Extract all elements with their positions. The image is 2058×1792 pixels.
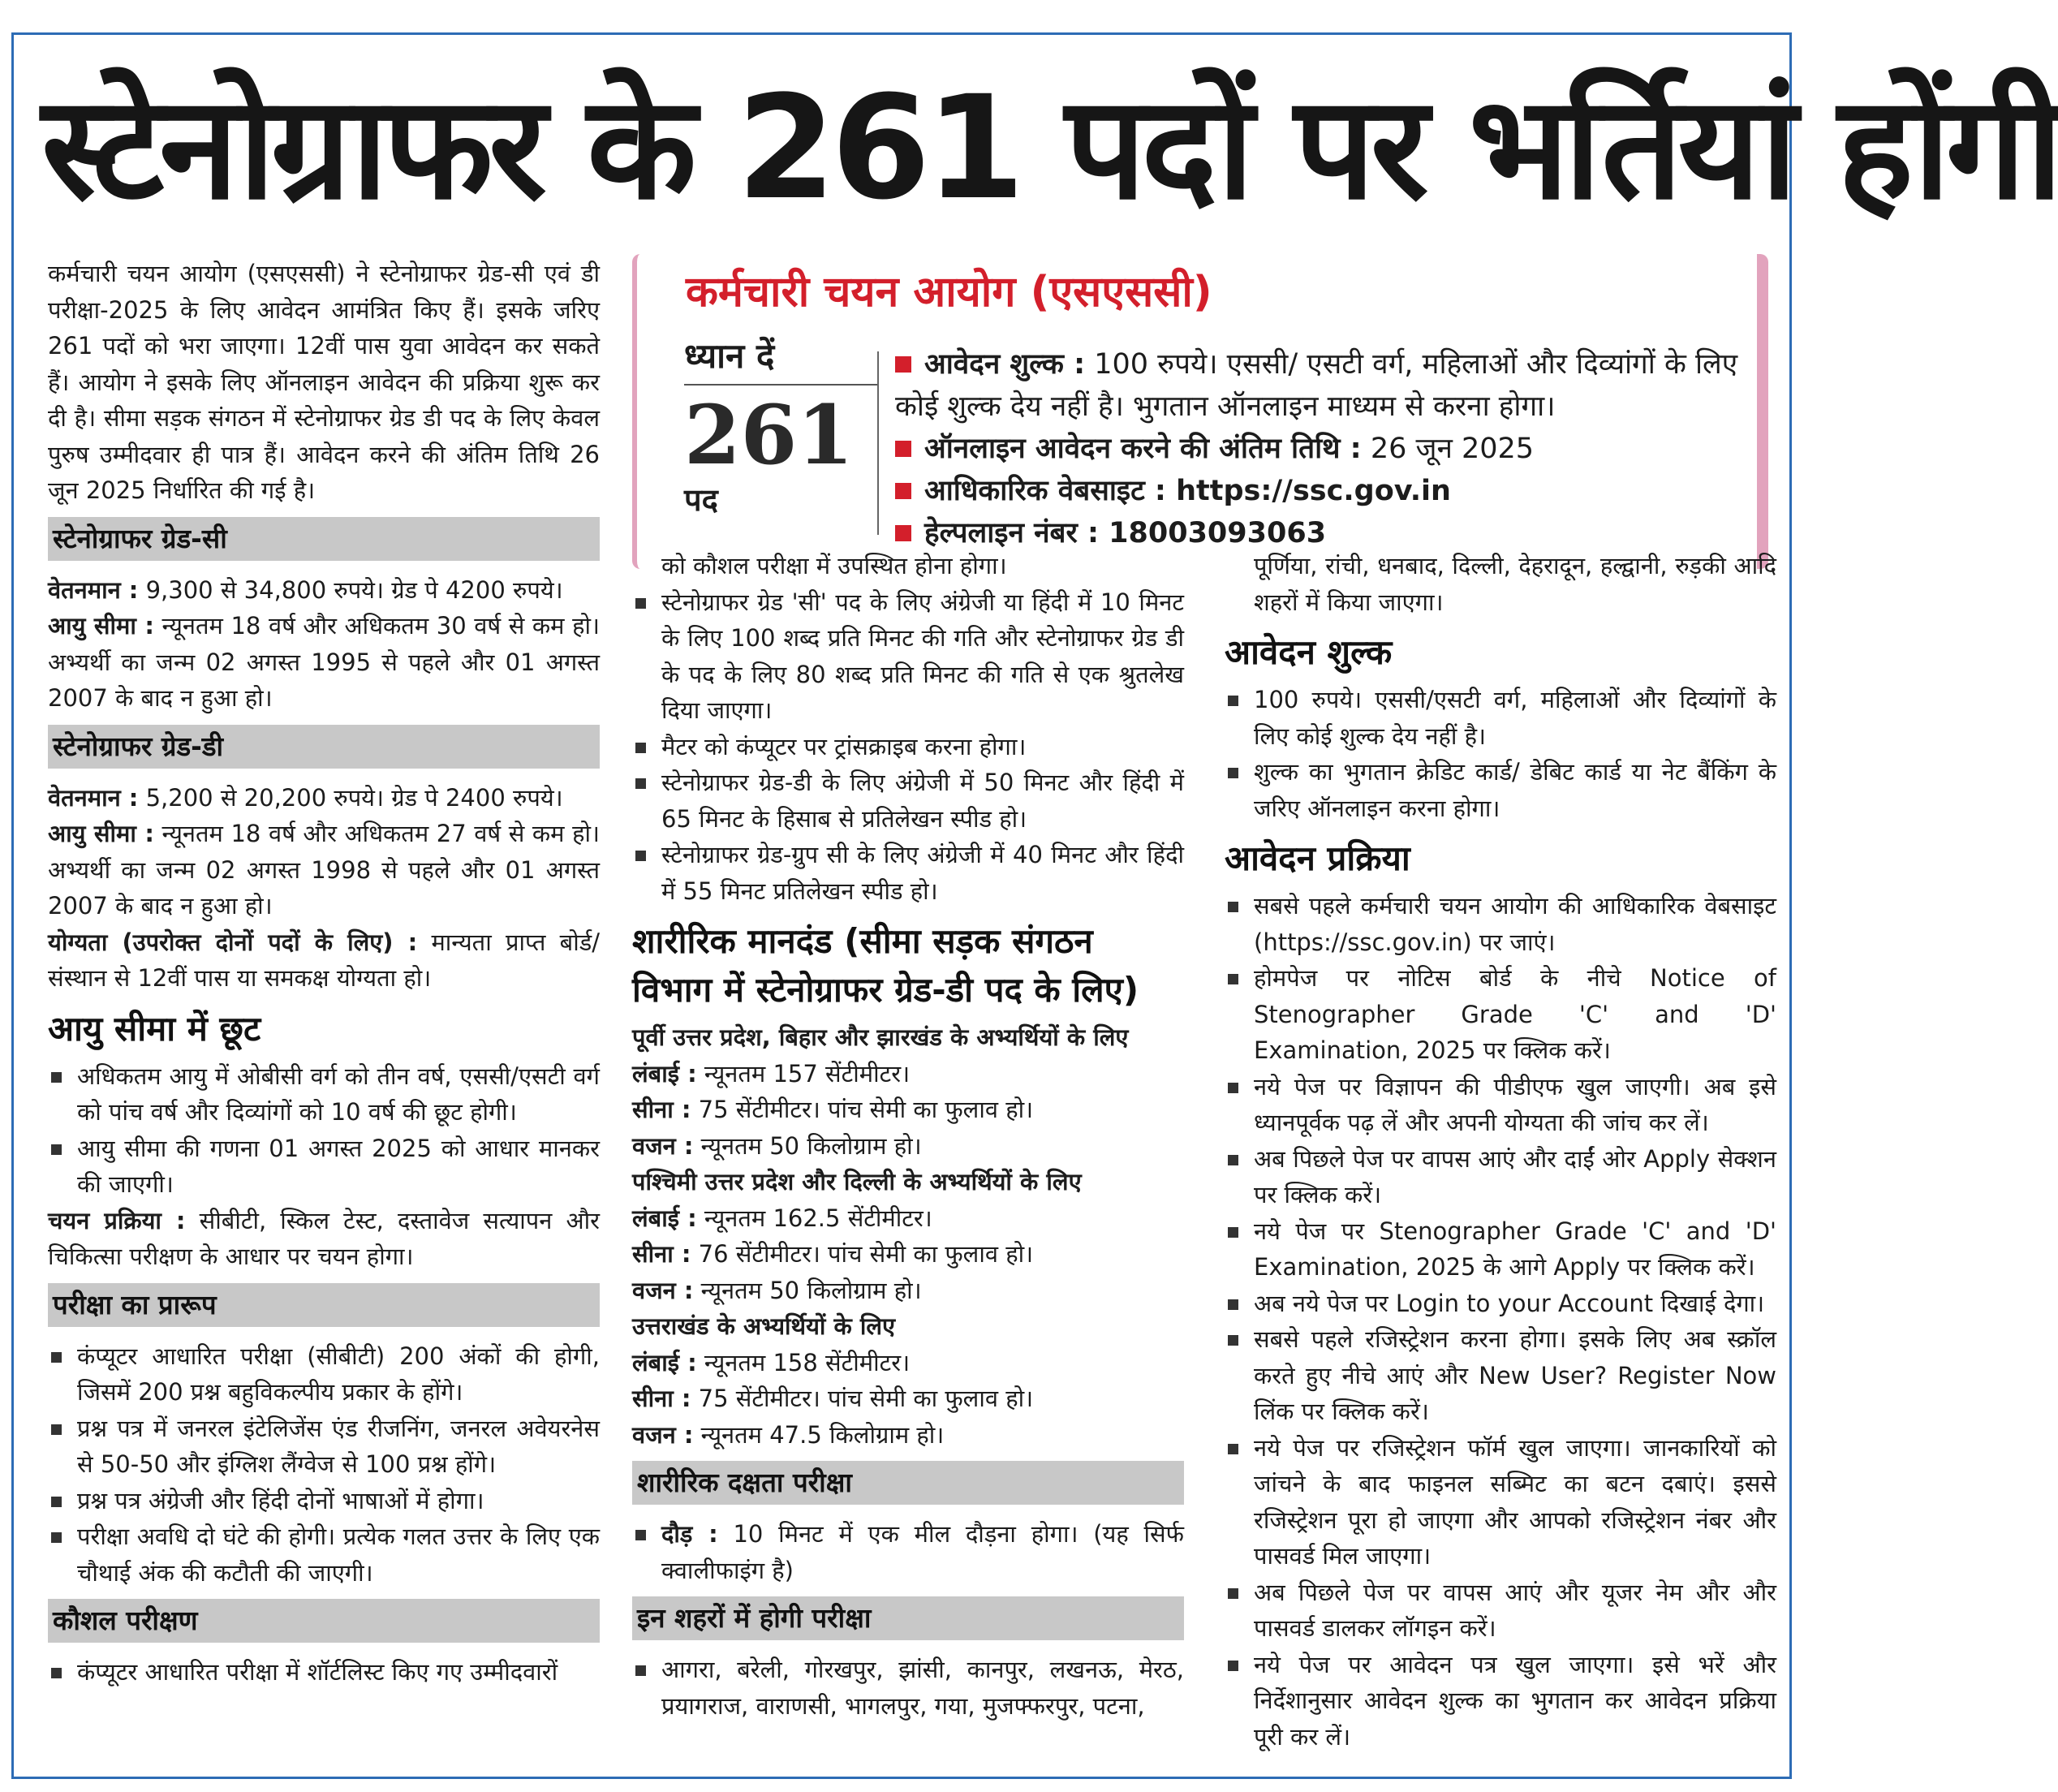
fee-label: आवेदन शुल्क : [924,348,1086,381]
physical-group-title: पूर्वी उत्तर प्रदेश, बिहार और झारखंड के अभ्यर्थियों के लिए [632,1023,1129,1051]
last-date-label: ऑनलाइन आवेदन करने की अंतिम तिथि : [924,433,1362,465]
age-relax-list [48,1058,600,1203]
exam-pattern-list [48,1338,600,1592]
grade-d-pay [48,780,600,816]
helpline-label: हेल्पलाइन नंबर : [924,517,1099,549]
height-text: न्यूनतम 162.5 सेंटीमीटर। [696,1204,932,1232]
list-item: आयु सीमा की गणना 01 अगस्त 2025 को आधार मानकर की जाएगी। [48,1131,600,1203]
height-row [632,1200,1184,1237]
skill-test-heading: कौशल परीक्षण [48,1599,600,1643]
process-list [1225,888,1776,1755]
skill-test-list [632,584,1184,910]
cities-cont: पूर्णिया, रांची, धनबाद, दिल्ली, देहरादून, हल्द्वानी, रुड़की आदि शहरों में किया जाएगा। [1254,552,1776,616]
list-item: मैटर को कंप्यूटर पर ट्रांसक्राइब करना होगा। [632,729,1184,765]
list-item: नये पेज पर आवेदन पत्र खुल जाएगा। इसे भरें और निर्देशानुसार आवेदन शुल्क का भुगतान कर आवेदन प्रक्रिया पूरी कर लें। [1225,1647,1776,1755]
weight-text: न्यूनतम 50 किलोग्राम हो। [693,1276,922,1304]
post-label: पद [684,482,718,518]
height-text: न्यूनतम 158 सेंटीमीटर। [696,1348,911,1376]
grade-d-pay-text: 5,200 से 20,200 रुपये। ग्रेड पे 2400 रुपये। [138,783,563,812]
list-item: अब नये पेज पर Login to your Account दिखाई देगा। [1225,1286,1776,1322]
grade-c-age-label: आयु सीमा : [48,612,154,640]
grade-d-qualification [48,924,600,997]
physical-group-title: उत्तराखंड के अभ्यर्थियों के लिए [632,1312,896,1340]
run-label: दौड़ : [661,1520,718,1548]
grade-c-pay [48,572,600,609]
height-text: न्यूनतम 157 सेंटीमीटर। [696,1059,911,1088]
height-label: लंबाई : [632,1059,697,1088]
qualification-label: योग्यता (उपरोक्त दोनों पदों के लिए) : [48,928,418,956]
weight-label: वजन : [632,1420,694,1449]
last-date-text: 26 जून 2025 [1361,433,1535,465]
fee-row-cont: कोई शुल्क देय नहीं है। भुगतान ऑनलाइन माध्यम से करना होगा। [895,390,1556,423]
list-item: प्रश्न पत्र अंग्रेजी और हिंदी दोनों भाषाओं में होगा। [48,1483,600,1519]
headline: स्टेनोग्राफर के 261 पदों पर भर्तियां होंगी [41,65,2058,231]
age-relax-heading: आयु सीमा में छूट [48,1008,261,1049]
chest-row [632,1092,1184,1128]
newspaper-page [11,32,2058,1779]
weight-label: वजन : [632,1276,694,1304]
skill-test-first [48,1654,600,1691]
website-label: आधिकारिक वेबसाइट : [924,475,1166,507]
post-count: 261 [684,387,854,483]
list-item: अब पिछले पेज पर वापस आएं और यूजर नेम और और पासवर्ड डालकर लॉगइन करें। [1225,1574,1776,1647]
weight-text: न्यूनतम 50 किलोग्राम हो। [693,1131,922,1160]
column-left [48,256,600,1691]
selection-label: चयन प्रक्रिया : [48,1206,186,1234]
height-row [632,1056,1184,1092]
website-row [895,470,1739,512]
list-item: अब पिछले पेज पर वापस आएं और दाईं ओर Apply सेक्शन पर क्लिक करें। [1225,1141,1776,1213]
fee-list [1225,682,1776,826]
list-item: स्टेनोग्राफर ग्रेड-ग्रुप सी के लिए अंग्रेजी में 40 मिनट और हिंदी में 55 मिनट प्रतिलेखन स्पीड हो। [632,837,1184,909]
grade-d-age-label: आयु सीमा : [48,820,154,847]
chest-text: 75 सेंटीमीटर। पांच सेमी का फुलाव हो। [691,1096,1034,1123]
process-heading: आवेदन प्रक्रिया [1225,838,1410,878]
list-item: स्टेनोग्राफर ग्रेड 'सी' पद के लिए अंग्रेजी या हिंदी में 10 मिनट के लिए 100 शब्द प्रति मिनट की गति और स्टेनोग्राफर ग्रेड डी के पद के लिए 80 शब्द प्रति मिनट की गति से एक श्रुतलेख दिया जाएगा। [632,584,1184,729]
list-item: कंप्यूटर आधारित परीक्षा में शॉर्टलिस्ट किए गए उम्मीदवारों [48,1654,600,1691]
column-middle [632,548,1184,1724]
list-item: अधिकतम आयु में ओबीसी वर्ग को तीन वर्ष, एससी/एसटी वर्ग को पांच वर्ष और दिव्यांगों को 10 वर्ष की छूट होगी। [48,1058,600,1131]
weight-text: न्यूनतम 47.5 किलोग्राम हो। [693,1420,945,1449]
selection-process [48,1203,600,1275]
list-item: शुल्क का भुगतान क्रेडिट कार्ड/ डेबिट कार्ड या नेट बैंकिंग के जरिए ऑनलाइन करना होगा। [1225,754,1776,826]
list-item: परीक्षा अवधि दो घंटे की होगी। प्रत्येक गलत उत्तर के लिए एक चौथाई अंक की कटौती की जाएगी। [48,1518,600,1591]
weight-row [632,1417,1184,1454]
fee-heading: आवेदन शुल्क [1225,632,1393,672]
info-box [632,254,1768,569]
chest-text: 76 सेंटीमीटर। पांच सेमी का फुलाव हो। [691,1240,1034,1268]
list-item: नये पेज पर Stenographer Grade 'C' and 'D' Examination, 2025 के आगे Apply पर क्लिक करें। [1225,1213,1776,1286]
grade-d-age [48,816,600,924]
list-item: प्रश्न पत्र में जनरल इंटेलिजेंस एंड रीजनिंग, जनरल अवेयरनेस से 50-50 और इंग्लिश लैंग्वेज से 100 प्रश्न होंगे। [48,1411,600,1483]
last-date-row [895,428,1739,470]
grade-c-pay-label: वेतनमान : [48,575,139,604]
weight-row [632,1273,1184,1309]
chest-row [632,1236,1184,1273]
list-item: स्टेनोग्राफर ग्रेड-डी के लिए अंग्रेजी में 50 मिनट और हिंदी में 65 मिनट के हिसाब से प्रतिलेखन स्पीड हो। [632,765,1184,837]
cities-list [632,1652,1184,1724]
height-label: लंबाई : [632,1204,697,1232]
weight-label: वजन : [632,1131,694,1160]
physical-test-list [632,1516,1184,1588]
column-right [1225,548,1776,1755]
qualification-text: मान्यता प्राप्त बोर्ड/संस्थान से 12वीं पास या समकक्ष योग्यता हो। [48,928,600,992]
chest-text: 75 सेंटीमीटर। पांच सेमी का फुलाव हो। [691,1385,1034,1412]
chest-label: सीना : [632,1385,691,1412]
list-item: सबसे पहले रजिस्ट्रेशन करना होगा। इसके लिए अब स्क्रॉल करते हुए नीचे आएं और New User? Register Now लिंक पर क्लिक करें। [1225,1321,1776,1430]
grade-d-age-text: न्यूनतम 18 वर्ष और अधिकतम 27 वर्ष से कम हो। अभ्यर्थी का जन्म 02 अगस्त 1998 से पहले और 01 अगस्त 2007 के बाद न हुआ हो। [48,820,600,920]
chest-label: सीना : [632,1096,691,1123]
skill-test-first-cont: को कौशल परीक्षा में उपस्थित होना होगा। [661,552,1007,579]
run-text: 10 मिनट में एक मील दौड़ना होगा। (यह सिर्फ क्वालीफाइंग है) [661,1520,1184,1584]
website-text: https://ssc.gov.in [1165,475,1451,507]
grade-c-heading: स्टेनोग्राफर ग्रेड-सी [48,517,600,561]
grade-c-age-text: न्यूनतम 18 वर्ष और अधिकतम 30 वर्ष से कम हो। अभ्यर्थी का जन्म 02 अगस्त 1995 से पहले और 01 अगस्त 2007 के बाद न हुआ हो। [48,612,600,712]
helpline-text: 18003093063 [1098,517,1327,549]
intro-paragraph: कर्मचारी चयन आयोग (एसएससी) ने स्टेनोग्राफर ग्रेड-सी एवं डी परीक्षा-2025 के लिए आवेदन आमंत्रित किए हैं। इसके जरिए 261 पदों को भरा जाएगा। 12वीं पास युवा आवेदन कर सकते हैं। आयोग ने इसके लिए ऑनलाइन आवेदन की प्रक्रिया शुरू कर दी है। सीमा सड़क संगठन में स्टेनोग्राफर ग्रेड डी पद के लिए केवल पुरुष उम्मीदवार ही पात्र हैं। आवेदन करने की अंतिम तिथि 26 जून 2025 निर्धारित की गई है। [48,260,600,504]
physical-test-heading: शारीरिक दक्षता परीक्षा [632,1461,1184,1505]
post-count-panel [684,332,879,520]
physical-heading: शारीरिक मानदंड (सीमा सड़क संगठन विभाग में स्टेनोग्राफर ग्रेड-डी पद के लिए) [632,921,1139,1010]
grade-d-heading: स्टेनोग्राफर ग्रेड-डी [48,725,600,769]
attention-label: ध्यान दें [684,336,775,376]
chest-label: सीना : [632,1240,691,1268]
selection-text: सीबीटी, स्किल टेस्ट, दस्तावेज सत्यापन और चिकित्सा परीक्षण के आधार पर चयन होगा। [48,1206,600,1270]
list-item: होमपेज पर नोटिस बोर्ड के नीचे Notice of Stenographer Grade 'C' and 'D' Examination, 2025 पर क्लिक करें। [1225,960,1776,1069]
cities-heading: इन शहरों में होगी परीक्षा [632,1596,1184,1640]
list-item: नये पेज पर रजिस्ट्रेशन फॉर्म खुल जाएगा। जानकारियों को जांचने के बाद फाइनल सब्मिट का बटन दबाएं। इससे रजिस्ट्रेशन पूरा हो जाएगा और आपको रजिस्ट्रेशन नंबर और पासवर्ड मिल जाएगा। [1225,1430,1776,1574]
fee-text: 100 रुपये। एससी/ एसटी वर्ग, महिलाओं और दिव्यांगों के लिए [1085,348,1738,381]
divider [684,384,879,386]
fee-row [895,343,1739,386]
list-item: कंप्यूटर आधारित परीक्षा (सीबीटी) 200 अंकों की होगी, जिसमें 200 प्रश्न बहुविकल्पीय प्रकार के होंगे। [48,1338,600,1411]
list-item: 100 रुपये। एससी/एसटी वर्ग, महिलाओं और दिव्यांगों के लिए कोई शुल्क देय नहीं है। [1225,682,1776,754]
grade-c-pay-text: 9,300 से 34,800 रुपये। ग्रेड पे 4200 रुपये। [138,575,563,604]
grade-d-pay-label: वेतनमान : [48,783,139,812]
height-row [632,1345,1184,1381]
list-item [632,1516,1184,1588]
exam-pattern-heading: परीक्षा का प्रारूप [48,1283,600,1327]
physical-group-title: पश्चिमी उत्तर प्रदेश और दिल्ली के अभ्यर्थियों के लिए [632,1168,1082,1195]
chest-row [632,1381,1184,1417]
key-facts [895,343,1739,554]
divider [877,351,879,535]
list-item: आगरा, बरेली, गोरखपुर, झांसी, कानपुर, लखनऊ, मेरठ, प्रयागराज, वाराणसी, भागलपुर, गया, मुजफ्फरपुर, पटना, [632,1652,1184,1724]
grade-c-age [48,608,600,717]
height-label: लंबाई : [632,1348,697,1376]
weight-row [632,1128,1184,1165]
list-item: नये पेज पर विज्ञापन की पीडीएफ खुल जाएगी। अब इसे ध्यानपूर्वक पढ़ लें और अपनी योग्यता की जांच कर लें। [1225,1069,1776,1141]
list-item: सबसे पहले कर्मचारी चयन आयोग की आधिकारिक वेबसाइट (https://ssc.gov.in) पर जाएं। [1225,888,1776,960]
box-title: कर्मचारी चयन आयोग (एसएससी) [686,268,1212,317]
